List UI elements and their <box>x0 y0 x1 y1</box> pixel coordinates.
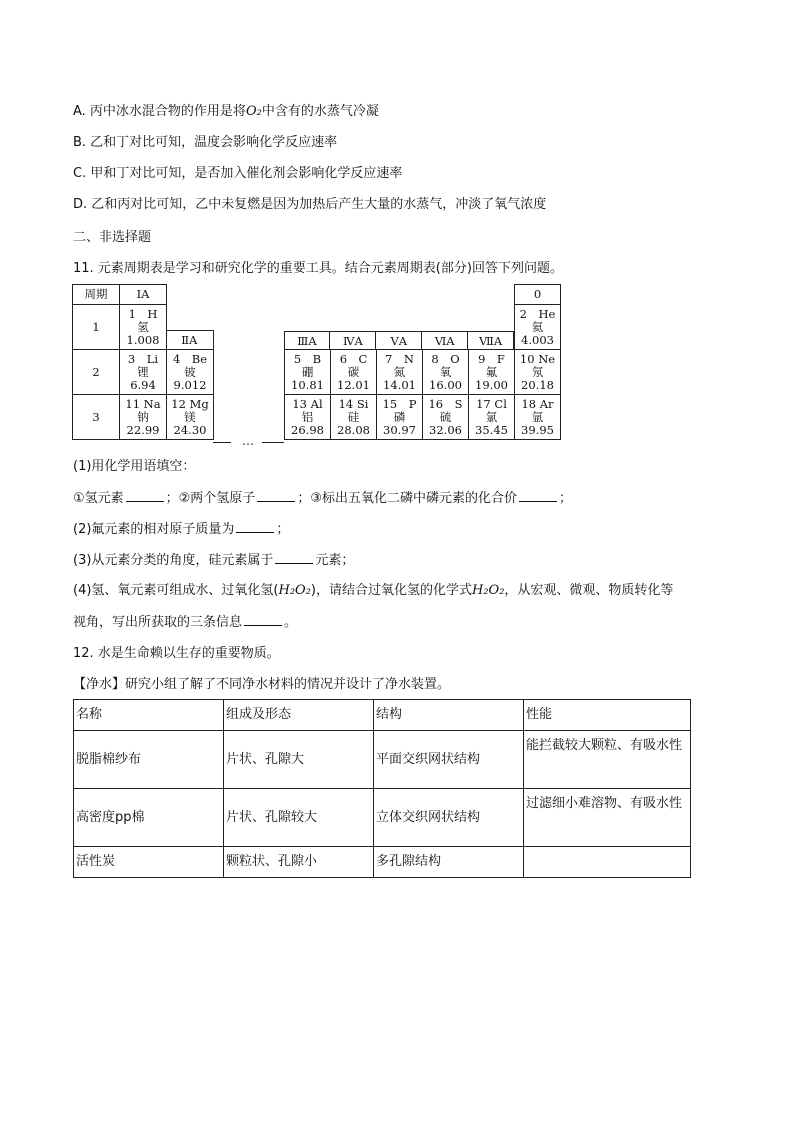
table-row <box>74 731 691 789</box>
element-mass: 19.00 <box>475 377 508 392</box>
sub1-c-text: ；③标出五氧化二磷中磷元素的化合价 <box>297 491 517 506</box>
element-symbol: 3 Li <box>127 351 159 366</box>
group-header: ⅥA <box>422 331 468 350</box>
element-symbol: 4 Be <box>172 351 208 366</box>
table-ellipsis: … <box>242 434 254 448</box>
element-name: 氟 <box>485 364 498 379</box>
group-0-header: 0 <box>515 285 561 305</box>
element-symbol: 1 H <box>128 306 158 321</box>
table-gap-line <box>262 442 284 443</box>
option-b: B. 乙和丁对比可知，温度会影响化学反应速率 <box>73 135 338 150</box>
table-cell: 片状、孔隙较大 <box>224 789 374 847</box>
element-name: 铍 <box>184 364 196 379</box>
element-mass: 14.01 <box>383 377 416 392</box>
q11-stem: 11. 元素周期表是学习和研究化学的重要工具。结合元素周期表(部分)回答下列问题。 <box>73 261 563 276</box>
table-cell <box>524 847 691 878</box>
table-header-cell: 名称 <box>74 700 224 731</box>
period-header: 周期 <box>73 285 120 305</box>
group-header: ⅦA <box>468 331 514 350</box>
answer-blank[interactable] <box>519 489 557 502</box>
element-al <box>285 395 331 440</box>
element-symbol: 17 Cl <box>476 396 507 411</box>
table-gap-line <box>213 442 231 443</box>
sub3-end-text: 元素； <box>315 553 355 568</box>
table-cell: 片状、孔隙大 <box>224 731 374 789</box>
option-a <box>73 103 379 121</box>
element-c <box>331 350 377 395</box>
element-symbol: 6 C <box>339 351 368 366</box>
sub3-text: (3)从元素分类的角度，硅元素属于 <box>73 553 274 568</box>
element-s <box>423 395 469 440</box>
element-name: 氩 <box>531 409 544 424</box>
table-cell: 颗粒状、孔隙小 <box>224 847 374 878</box>
group-header: ⅤA <box>376 331 422 350</box>
element-mass: 24.30 <box>173 422 207 437</box>
element-mass: 6.94 <box>130 377 156 392</box>
period-label: 2 <box>73 350 120 395</box>
answer-blank[interactable] <box>236 520 274 533</box>
element-symbol: 18 Ar <box>521 396 554 411</box>
answer-blank[interactable] <box>244 613 282 626</box>
punctuation: 。 <box>284 615 298 630</box>
q11-sub3 <box>73 551 354 570</box>
sub4-text: (4)氢、氧元素可组成水、过氧化氢( <box>73 583 279 598</box>
element-name: 氖 <box>531 364 544 379</box>
q11-sub4-line2 <box>73 613 297 632</box>
answer-blank[interactable] <box>275 551 313 564</box>
element-name: 钠 <box>137 409 149 424</box>
period-label: 3 <box>73 395 120 440</box>
element-mass: 26.98 <box>291 422 324 437</box>
answer-blank[interactable] <box>126 489 164 502</box>
table-cell: 过滤细小难溶物、有吸水性 <box>524 789 691 847</box>
element-name: 氦 <box>531 319 544 334</box>
element-symbol: 9 F <box>478 351 505 366</box>
element-mass: 32.06 <box>429 422 462 437</box>
element-mass: 28.08 <box>337 422 370 437</box>
option-a-text: A. 丙中冰水混合物的作用是将 <box>73 104 246 119</box>
element-mass: 10.81 <box>291 377 324 392</box>
element-symbol: 5 B <box>293 351 322 366</box>
element-be <box>167 350 214 395</box>
element-mass: 12.01 <box>337 377 370 392</box>
sub1-a-text: ①氢元素 <box>73 491 124 506</box>
element-cl <box>469 395 515 440</box>
element-name: 镁 <box>184 409 196 424</box>
water-materials-table <box>73 699 691 878</box>
option-d: D. 乙和丙对比可知，乙中未复燃是因为加热后产生大量的水蒸气，冲淡了氧气浓度 <box>73 197 547 212</box>
element-ar <box>515 395 561 440</box>
q12-stem: 12. 水是生命赖以生存的重要物质。 <box>73 646 280 661</box>
element-name: 硅 <box>347 409 360 424</box>
element-n <box>377 350 423 395</box>
element-mass: 30.97 <box>383 422 416 437</box>
sub1-b-text: ；②两个氢原子 <box>165 491 256 506</box>
group-header: ⅢA <box>284 331 331 350</box>
element-symbol: 10 Ne <box>519 351 556 366</box>
element-mass: 35.45 <box>475 422 508 437</box>
table-row <box>74 847 691 878</box>
element-symbol: 13 Al <box>292 396 323 411</box>
element-symbol: 2 He <box>519 306 556 321</box>
element-p <box>377 395 423 440</box>
table-cell: 高密度pp棉 <box>74 789 224 847</box>
element-symbol: 16 S <box>428 396 463 411</box>
element-mass: 16.00 <box>429 377 462 392</box>
table-header-cell: 性能 <box>524 700 691 731</box>
group-2a-header: ⅡA <box>166 330 214 349</box>
table-cell: 脱脂棉纱布 <box>74 731 224 789</box>
q11-sub1-items <box>73 489 572 508</box>
element-symbol: 12 Mg <box>171 396 209 411</box>
element-name: 氮 <box>393 364 406 379</box>
q11-sub2 <box>73 520 289 539</box>
periodic-table-right <box>284 284 561 440</box>
table-cell: 多孔隙结构 <box>374 847 524 878</box>
element-name: 氧 <box>439 364 452 379</box>
q12-intro: 【净水】研究小组了解了不同净水材料的情况并设计了净水装置。 <box>73 677 451 692</box>
element-symbol: 15 P <box>382 396 417 411</box>
element-b <box>285 350 331 395</box>
element-mass: 1.008 <box>126 332 160 347</box>
element-name: 氯 <box>485 409 498 424</box>
element-symbol: 7 N <box>385 351 414 366</box>
period-label: 1 <box>73 305 120 350</box>
answer-blank[interactable] <box>257 489 295 502</box>
option-c: C. 甲和丁对比可知，是否加入催化剂会影响化学反应速率 <box>73 166 403 181</box>
element-symbol: 8 O <box>431 351 460 366</box>
h2o2-formula: H₂O₂ <box>278 583 311 598</box>
element-f <box>469 350 515 395</box>
table-header-row <box>74 700 691 731</box>
periodic-table-left <box>72 284 214 440</box>
h2o2-formula: H₂O₂ <box>472 583 505 598</box>
element-na <box>120 395 167 440</box>
table-cell: 能拦截较大颗粒、有吸水性 <box>524 731 691 789</box>
element-li <box>120 350 167 395</box>
element-name: 碳 <box>347 364 360 379</box>
punctuation: ； <box>558 491 572 506</box>
element-mass: 9.012 <box>173 377 207 392</box>
section-title: 二、非选择题 <box>73 230 152 245</box>
element-name: 锂 <box>137 364 149 379</box>
element-o <box>423 350 469 395</box>
sub4-line2-text: 视角，写出所获取的三条信息 <box>73 615 243 630</box>
element-mg <box>167 395 214 440</box>
table-cell: 立体交织网状结构 <box>374 789 524 847</box>
q11-sub4 <box>73 582 673 600</box>
oxygen-formula: O₂ <box>245 104 262 119</box>
element-mass: 22.99 <box>126 422 160 437</box>
element-h <box>120 305 167 350</box>
element-name: 硫 <box>439 409 452 424</box>
element-si <box>331 395 377 440</box>
sub4-text: )，请结合过氧化氢的化学式 <box>310 583 472 598</box>
sub4-text: ，从宏观、微观、物质转化等 <box>504 583 674 598</box>
punctuation: ； <box>276 522 290 537</box>
element-ne <box>515 350 561 395</box>
q11-sub1: (1)用化学用语填空： <box>73 459 196 474</box>
element-mass: 20.18 <box>521 377 554 392</box>
element-name: 氢 <box>137 319 149 334</box>
table-header-cell: 组成及形态 <box>224 700 374 731</box>
element-mass: 4.003 <box>521 332 554 347</box>
table-header-cell: 结构 <box>374 700 524 731</box>
element-symbol: 11 Na <box>125 396 161 411</box>
sub2-text: (2)氟元素的相对原子质量为 <box>73 522 235 537</box>
element-name: 铝 <box>301 409 314 424</box>
element-name: 磷 <box>393 409 406 424</box>
option-a-text-end: 中含有的水蒸气冷凝 <box>261 104 379 119</box>
element-name: 硼 <box>301 364 314 379</box>
group-1a-header: ⅠA <box>120 285 167 305</box>
element-he <box>515 305 561 350</box>
table-cell: 活性炭 <box>74 847 224 878</box>
table-row <box>74 789 691 847</box>
group-header: ⅣA <box>330 331 376 350</box>
table-cell: 平面交织网状结构 <box>374 731 524 789</box>
element-mass: 39.95 <box>521 422 554 437</box>
element-symbol: 14 Si <box>338 396 369 411</box>
